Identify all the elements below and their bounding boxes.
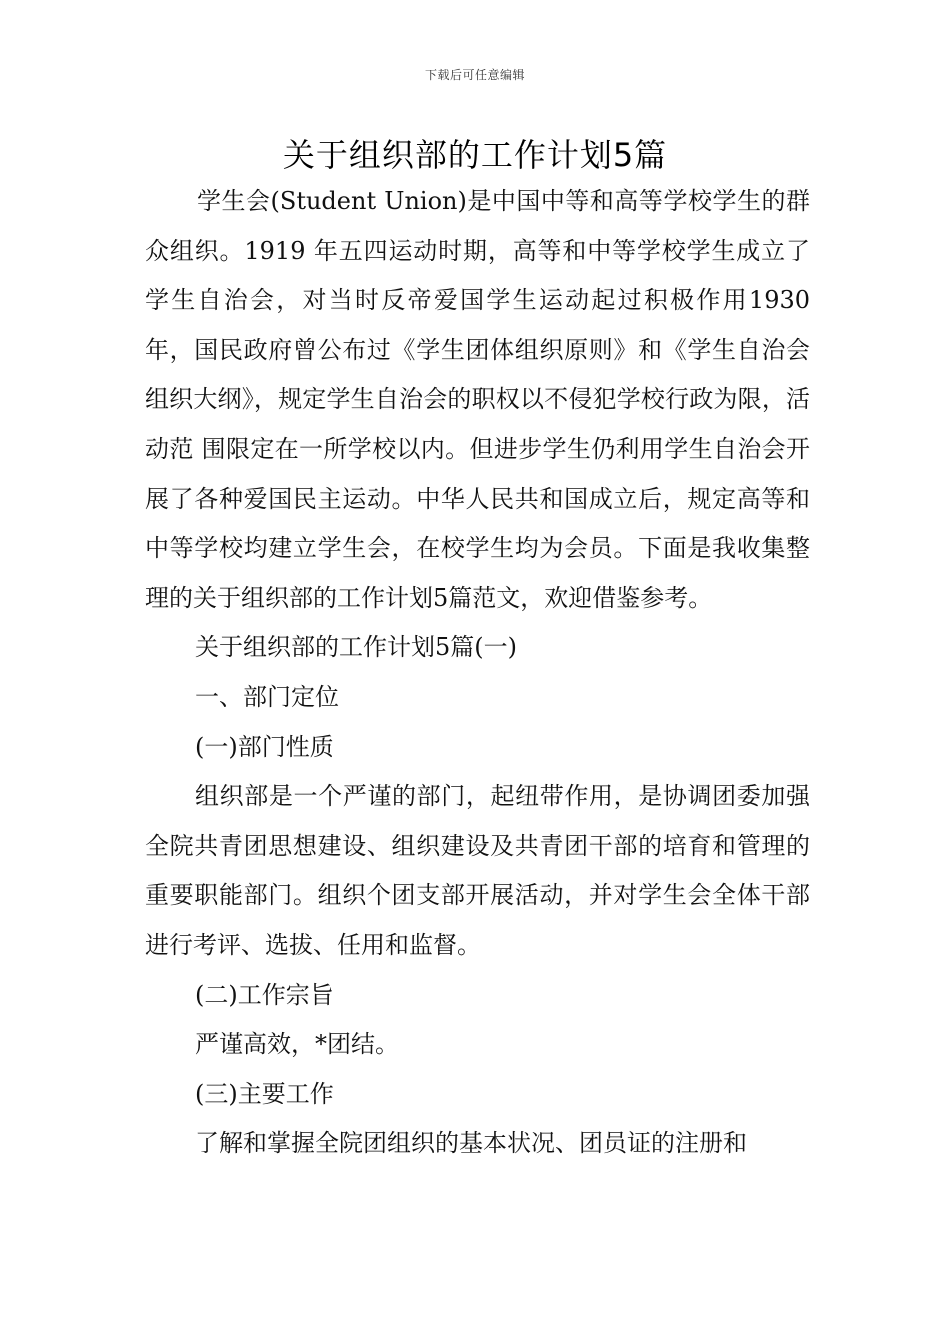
document-title: 关于组织部的工作计划5篇 bbox=[282, 136, 668, 174]
main-work-paragraph: 了解和掌握全院团组织的基本状况、团员证的注册和 bbox=[195, 1129, 747, 1158]
department-nature-paragraph: 组织部是一个严谨的部门，起纽带作用，是协调团委加强全院共青团思想建设、组织建设及共青团干部的培育和管理的重要职能部门。组织个团支部开展活动，并对学生会全体干部进行考评、选拔、任用和监督。 bbox=[145, 782, 810, 959]
heading-department-positioning: 一、部门定位 bbox=[195, 682, 339, 711]
intro-paragraph: 学生会(Student Union)是中国中等和高等学校学生的群众组织。1919 年五四运动时期，高等和中等学校学生成立了学生自治会，对当时反帝爱国学生运动起过积极作用1930 年，国民政府曾公布过《学生团体组织原则》和《学生自治会组织大纲》，规定学生自治会的职权以不侵犯学校行政为限，活动范 围限定在一所学校以内。但进步学生仍利用学生自治会开展了各种爱国民主运动。中华人民共和国成立后，规定高等和中等学校均建立学生会，在校学生均为会员。下面是我收集整理的关于组织部的工作计划5篇范文，欢迎借鉴参考。 bbox=[145, 187, 810, 612]
document-body bbox=[145, 177, 810, 1169]
work-purpose-paragraph: 严谨高效，*团结。 bbox=[195, 1030, 399, 1059]
subheading-main-work: (三)主要工作 bbox=[195, 1079, 334, 1108]
subheading-department-nature: (一)部门性质 bbox=[195, 732, 334, 761]
subheading-work-purpose: (二)工作宗旨 bbox=[195, 980, 334, 1009]
header-note: 下载后可任意编辑 bbox=[424, 68, 525, 82]
section-heading-plan-one: 关于组织部的工作计划5篇(一) bbox=[195, 633, 517, 662]
